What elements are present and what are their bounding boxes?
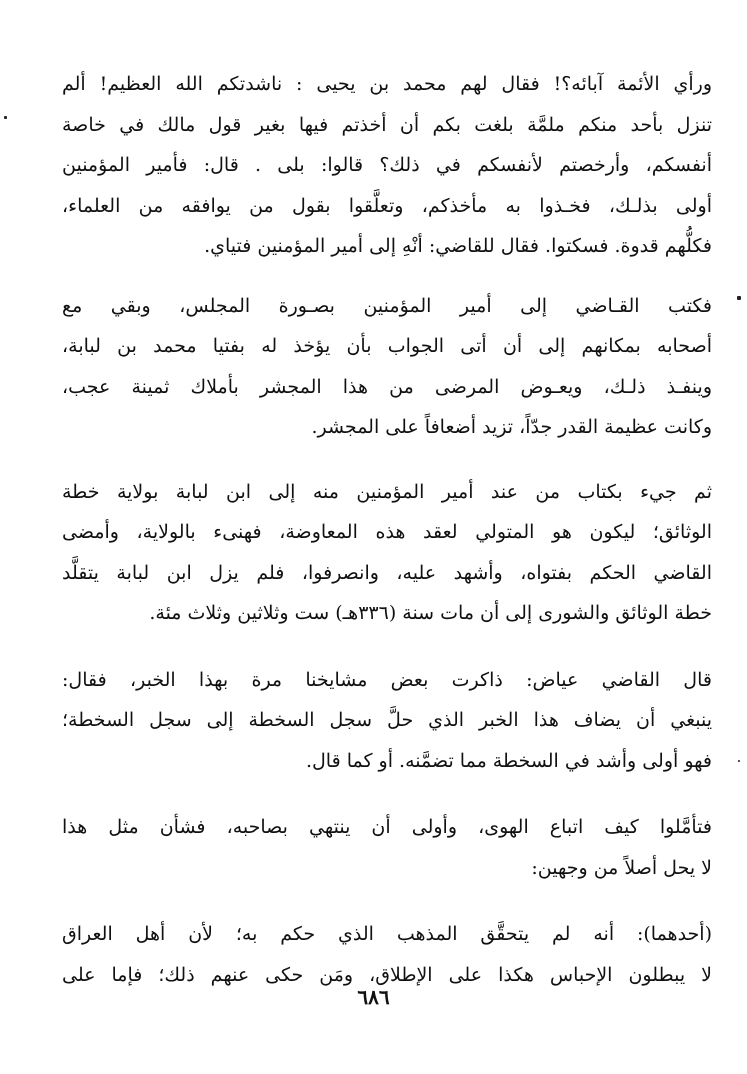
text-line: لا يحل أصلاً من وجهين:: [531, 856, 712, 879]
text-line: فهو أولى وأشد في السخطة مما تضمَّنه. أو كما قال.: [305, 749, 712, 772]
text-line: فكلُّهم قدوة. فسكتوا. فقال للقاضي: أنْهِ إلى أمير المؤمنين فتياي.: [204, 235, 712, 257]
page-number: ٦٨٦: [357, 985, 390, 1009]
paragraph-4: [62, 660, 712, 782]
text-line: وينفـذ ذلـك، ويعـوض المرضى من هذا المجشر بأملاك ثمينة عجب،: [62, 375, 712, 398]
text-line: القاضي الحكم بفتواه، وأشهد عليه، وانصرفوا، فلم يزل ابن لبابة يتقلَّد: [62, 561, 712, 584]
paragraph-2: [62, 286, 712, 448]
paragraph-3: [62, 472, 712, 634]
text-line: ورأي الأئمة آبائه؟! فقال لهم محمد بن يحيى : ناشدتكم الله العظيم! ألم: [62, 73, 712, 95]
paragraph-5: [62, 807, 712, 888]
text-line: تنزل بأحد منكم ملمَّة بلغت بكم أن أخذتم فيها بغير قول مالك في خاصة: [62, 113, 712, 136]
text-line: وكانت عظيمة القدر جدّاً، تزيد أضعافاً على المجشر.: [311, 416, 712, 438]
text-line: (أحدهما): أنه لم يتحقَّق المذهب الذي حكم به؛ لأن أهل العراق: [62, 923, 712, 945]
body-text: [62, 64, 712, 995]
text-line: قال القاضي عياض: ذاكرت بعض مشايخنا مرة بهذا الخبر، فقال:: [62, 668, 712, 691]
text-line: لا يبطلون الإحباس هكذا على الإطلاق، ومَن حكى عنهم ذلك؛ فإما على: [62, 963, 712, 986]
paragraph-1: [62, 64, 712, 267]
text-line: الوثائق؛ ليكون هو المتولي لعقد هذه المعاوضة، فهنىء بالولاية، وأمضى: [62, 521, 712, 543]
paragraph-6: [62, 914, 712, 995]
text-line: أنفسكم، وأرخصتم لأنفسكم في ذلك؟ قالوا: بلى . قال: فأمير المؤمنين: [62, 154, 712, 176]
scan-speck: [737, 296, 741, 300]
text-line: ينبغي أن يضاف هذا الخبر الذي حلَّ سجل السخطة إلى سجل السخطة؛: [62, 709, 712, 731]
text-line: فتأمَّلوا كيف اتباع الهوى، وأولى أن ينتهي بصاحبه، فشأن مثل هذا: [62, 816, 712, 838]
text-line: أصحابه بمكانهم إلى أن أتى الجواب بأن يؤخذ له بفتيا محمد بن لبابة،: [62, 335, 712, 357]
text-line: فكتب القـاضي إلى أمير المؤمنين بصـورة المجلس، وبقي مع: [62, 294, 712, 317]
scan-speck: [4, 116, 7, 119]
text-line: ثم جيء بكتاب من عند أمير المؤمنين منه إلى ابن لبابة بولاية خطة: [62, 480, 712, 503]
scan-speck: [738, 760, 740, 762]
text-line: خطة الوثائق والشورى إلى أن مات سنة (٣٣٦هـ) ست وثلاثين وثلاث مئة.: [149, 602, 712, 624]
text-line: أولى بذلـك، فخـذوا به مأخذكم، وتعلَّقوا بقول من يوافقه من العلماء،: [62, 194, 712, 217]
